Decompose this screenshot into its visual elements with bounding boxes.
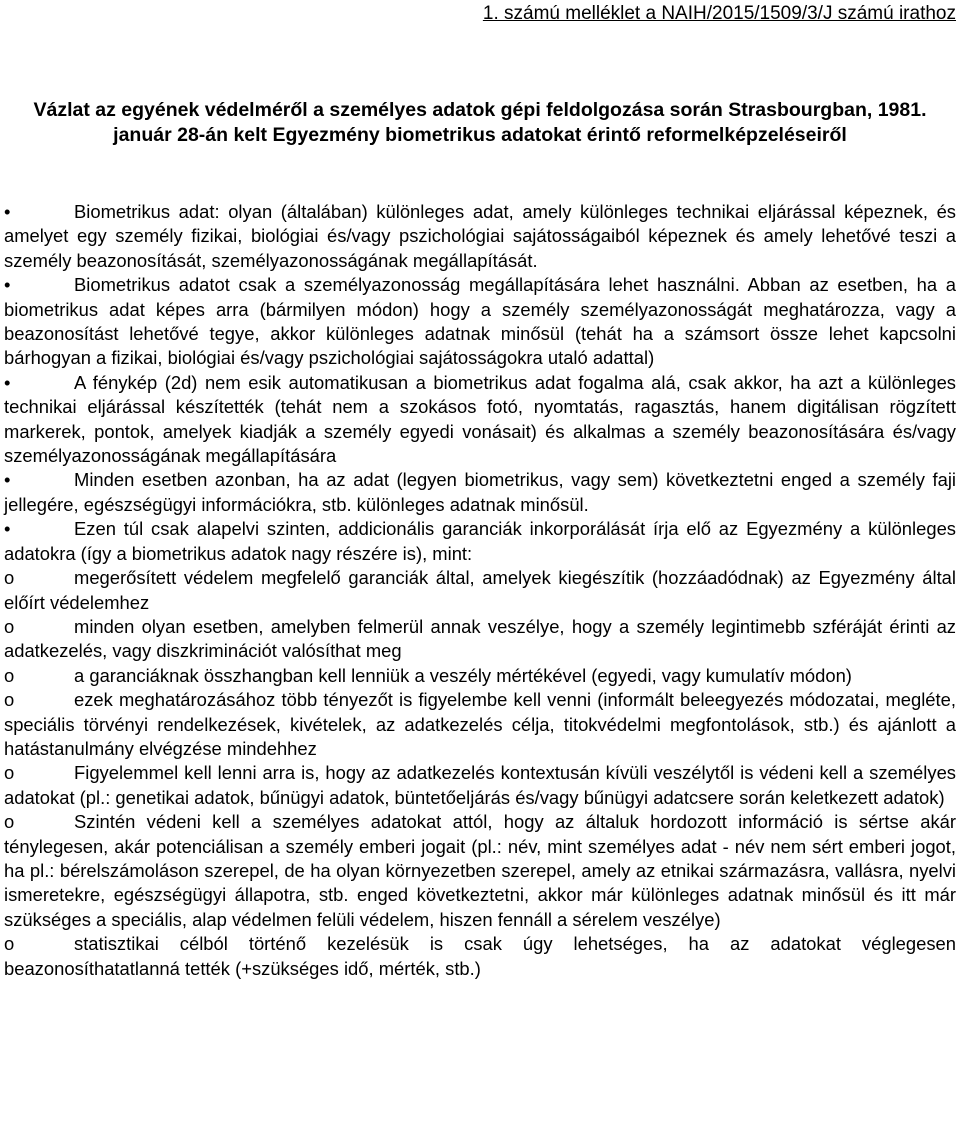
paragraph-text: megerősített védelem megfelelő garanciák által, amelyek kiegészítik (hozzáadódnak) az Egyezmény által előírt védelemhez xyxy=(4,567,956,613)
paragraph-text: Minden esetben azonban, ha az adat (legyen biometrikus, vagy sem) következtetni enged a személy faji jellegére, egészségügyi információkra, stb. különleges adatnak minősül. xyxy=(4,469,956,515)
paragraph xyxy=(4,517,956,566)
paragraph-text: Ezen túl csak alapelvi szinten, addicionális garanciák inkorporálását írja elő az Egyezmény a különleges adatokra (így a biometrikus adatok nagy részére is), mint: xyxy=(4,518,956,564)
bullet-marker: • xyxy=(4,274,11,296)
sub-paragraph xyxy=(4,566,956,615)
paragraph xyxy=(4,468,956,517)
bullet-marker: • xyxy=(4,518,11,540)
sub-marker: o xyxy=(4,762,15,784)
sub-marker: o xyxy=(4,615,15,637)
paragraph-text: Biometrikus adat: olyan (általában) különleges adat, amely különleges technikai eljárással képeznek, és amelyet egy személy fizikai, biológiai és/vagy pszichológiai sajátosságaiból képeznek és amely lehetővé teszi a személy beazonosítását, személyazonosságának megállapítását. xyxy=(4,201,956,271)
sub-paragraph xyxy=(4,761,956,810)
header-reference: 1. számú melléklet a NAIH/2015/1509/3/J számú irathoz xyxy=(482,3,956,24)
bullet-marker: • xyxy=(4,201,11,222)
bullet-marker: • xyxy=(4,371,11,393)
sub-paragraph xyxy=(4,664,956,688)
document-body xyxy=(4,200,956,981)
sub-marker: o xyxy=(4,664,15,686)
paragraph xyxy=(4,273,956,371)
paragraph-text: Figyelemmel kell lenni arra is, hogy az adatkezelés kontextusán kívüli veszélytől is védeni kell a személyes adatokat (pl.: genetikai adatok, bűnügyi adatok, büntetőeljárás és/vagy bűnügyi adatcsere során keletkezett adatok) xyxy=(4,762,956,808)
sub-paragraph xyxy=(4,688,956,761)
sub-paragraph xyxy=(4,932,956,981)
sub-marker: o xyxy=(4,567,15,589)
document-title: Vázlat az egyének védelméről a személyes adatok gépi feldolgozása során Strasbourgban, 1981. január 28-án kelt Egyezmény biometrikus adatokat érintő reformelképzeléseiről xyxy=(33,99,927,146)
paragraph-text: A fénykép (2d) nem esik automatikusan a biometrikus adat fogalma alá, csak akkor, ha azt a különleges technikai eljárással készítették (tehát nem a szokásos fotó, nyomtatás, ragasztás, hanem digitálisan rögzített markerek, pontok, amelyek kiadják a személy egyedi vonásait) és alkalmas a személy beazonosítására és/vagy személyazonosságának megállapítására xyxy=(4,371,956,467)
paragraph-text: a garanciáknak összhangban kell lenniük a veszély mértékével (egyedi, vagy kumulatív módon) xyxy=(74,664,852,686)
sub-paragraph xyxy=(4,615,956,664)
paragraph-text: ezek meghatározásához több tényezőt is figyelembe kell venni (informált beleegyezés módozatai, megléte, speciális törvényi rendelkezések, kivételek, az adatkezelés célja, titokvédelmi megfontolások, stb.) és ajánlott a hatástanulmány elvégzése mindehhez xyxy=(4,689,956,759)
paragraph xyxy=(4,200,956,273)
paragraph-text: minden olyan esetben, amelyben felmerül annak veszélye, hogy a személy legintimebb szféráját érinti az adatkezelés, vagy diszkriminációt valósíthat meg xyxy=(4,615,956,662)
sub-marker: o xyxy=(4,689,15,711)
sub-marker: o xyxy=(4,811,15,833)
paragraph xyxy=(4,371,956,469)
sub-marker: o xyxy=(4,933,15,955)
paragraph-text: Szintén védeni kell a személyes adatokat attól, hogy az általuk hordozott információ is sértse akár ténylegesen, akár potenciálisan a személy emberi jogait (pl.: név, mint személyes adat - név nem sért emberi jogot, ha pl.: bérelszámoláson szerepel, de ha olyan környezetben szerepel, amely az etnikai származásra, vallásra, nyelvi ismeretekre, egészségügyi állapotra, stb. enged következtetni, akkor már különleges adatnak minősül és itt már szükséges a speciális, alap védelmen felüli védelem, hiszen fennáll a sérelem veszélye) xyxy=(4,811,956,930)
sub-paragraph xyxy=(4,810,956,932)
bullet-marker: • xyxy=(4,469,11,491)
paragraph-text: statisztikai célból történő kezelésük is csak úgy lehetséges, ha az adatokat véglegesen beazonosíthatatlanná tették (+szükséges idő, mérték, stb.) xyxy=(4,933,956,979)
paragraph-text: Biometrikus adatot csak a személyazonosság megállapítására lehet használni. Abban az esetben, ha a biometrikus adat képes arra (bármilyen módon) hogy a személy személyazonosságát meghatározza, vagy a beazonosítást lehetővé tegye, akkor különleges adatnak minősül (tehát ha a számsort össze lehet kapcsolni bárhogyan a fizikai, biológiai és/vagy pszichológiai sajátosságokra utaló adattal) xyxy=(4,274,956,369)
